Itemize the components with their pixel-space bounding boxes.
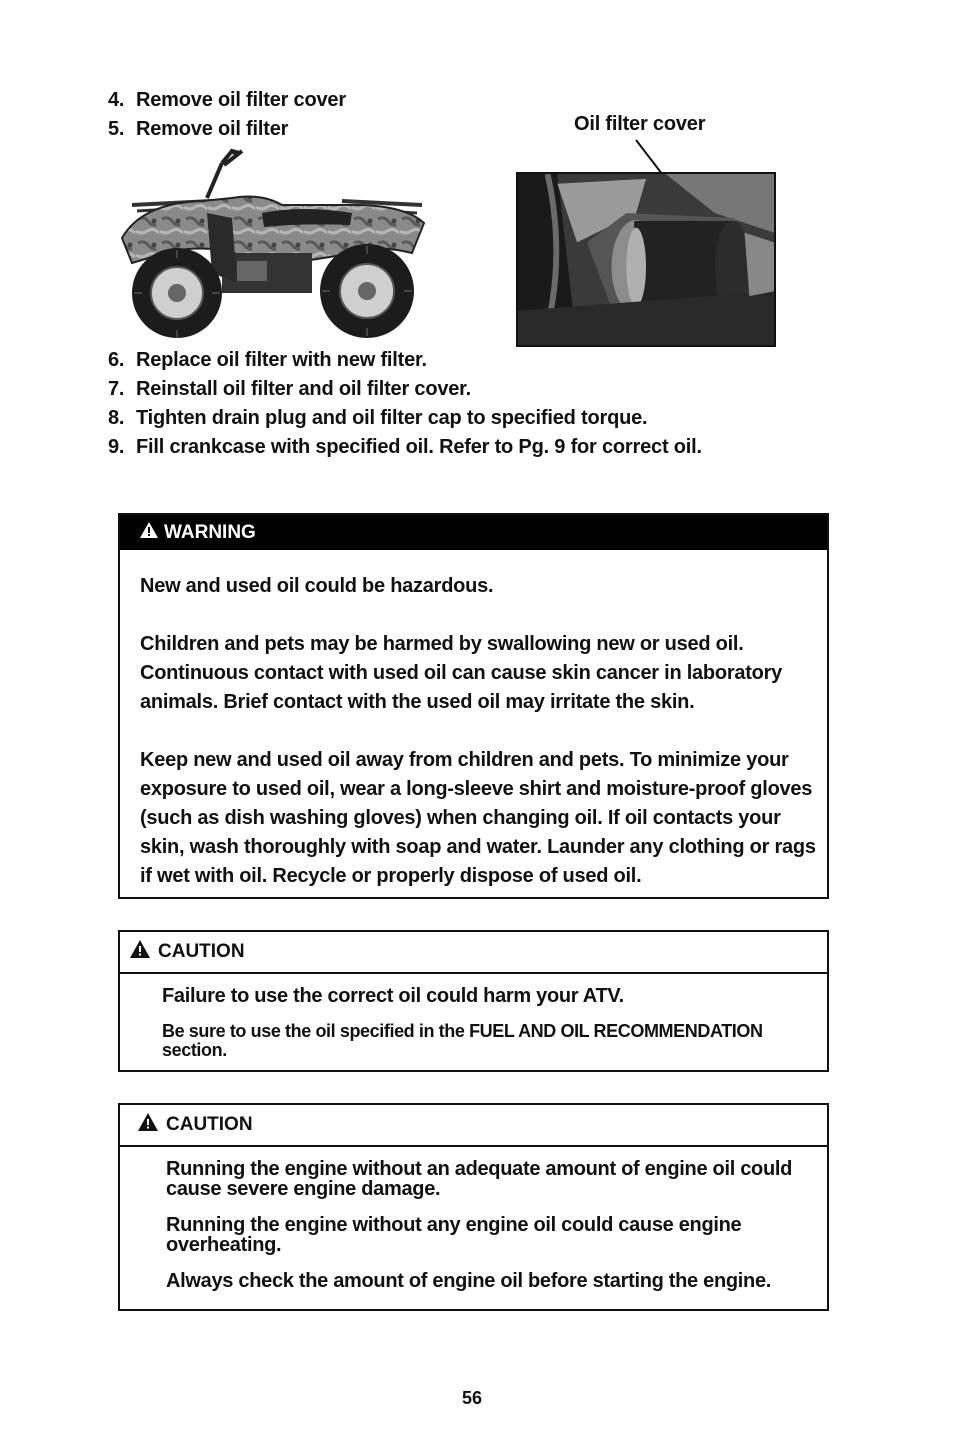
step-text: Remove oil filter [136,118,289,140]
warning-triangle-icon [130,940,150,964]
caution-title: CAUTION [166,1114,253,1135]
warning-paragraph: New and used oil could be hazardous. [140,575,494,597]
step-text: Reinstall oil filter and oil filter cover. [136,378,472,400]
oil-filter-photo [516,172,776,347]
caution-line: Running the engine without an adequate amount of engine oil could cause severe engine damage. [166,1158,793,1200]
caution-header [120,932,827,974]
warning-header [120,515,827,550]
page-number: 56 [461,1388,483,1408]
step-5 [108,118,288,141]
step-6 [108,349,427,372]
caution-body [120,974,827,1060]
atv-illustration [112,143,432,343]
step-text: Fill crankcase with specified oil. Refer to Pg. 9 for correct oil. [136,436,702,458]
step-4 [108,89,346,112]
caution-box-oil-type [118,930,829,1072]
caution-line: Running the engine without any engine oil could cause engine overheating. [166,1214,742,1256]
caution-body [120,1147,816,1291]
step-number: 4. [108,89,125,111]
warning-paragraph: Children and pets may be harmed by swallowing new or used oil. Continuous contact with used oil can cause skin cancer in laboratory animals. Brief contact with the used oil may irritate the skin. [140,633,783,713]
caution-line: Always check the amount of engine oil before starting the engine. [166,1270,772,1292]
warning-triangle-icon [140,522,158,544]
step-number: 7. [108,378,125,400]
caution-line: Be sure to use the oil specified in the FUEL AND OIL RECOMMENDATION section. [162,1021,763,1060]
step-9 [108,436,702,459]
oil-filter-illustration [518,174,774,345]
caution-title: CAUTION [158,941,245,962]
step-text: Replace oil filter with new filter. [136,349,427,371]
warning-box [118,513,829,899]
warning-title: WARNING [164,521,256,543]
step-number: 5. [108,118,125,140]
warning-body [120,550,827,891]
step-text: Tighten drain plug and oil filter cap to specified torque. [136,407,648,429]
step-8 [108,407,647,430]
step-number: 6. [108,349,125,371]
callout-label: Oil filter cover [574,113,706,135]
step-number: 8. [108,407,125,429]
step-7 [108,378,471,401]
atv-photo [112,143,432,343]
caution-header [120,1105,827,1147]
caution-box-oil-level [118,1103,829,1311]
warning-paragraph: Keep new and used oil away from children and pets. To minimize your exposure to used oil, wear a long-sleeve shirt and moisture-proof gloves (such as dish washing gloves) when changing oil. If oil contacts your skin, wash thoroughly with soap and water. Launder any clothing or rags if wet with oil. Recycle or properly dispose of used oil. [140,749,816,887]
step-text: Remove oil filter cover [136,89,346,111]
step-number: 9. [108,436,125,458]
warning-triangle-icon [138,1113,158,1137]
caution-line: Failure to use the correct oil could harm your ATV. [162,985,624,1007]
